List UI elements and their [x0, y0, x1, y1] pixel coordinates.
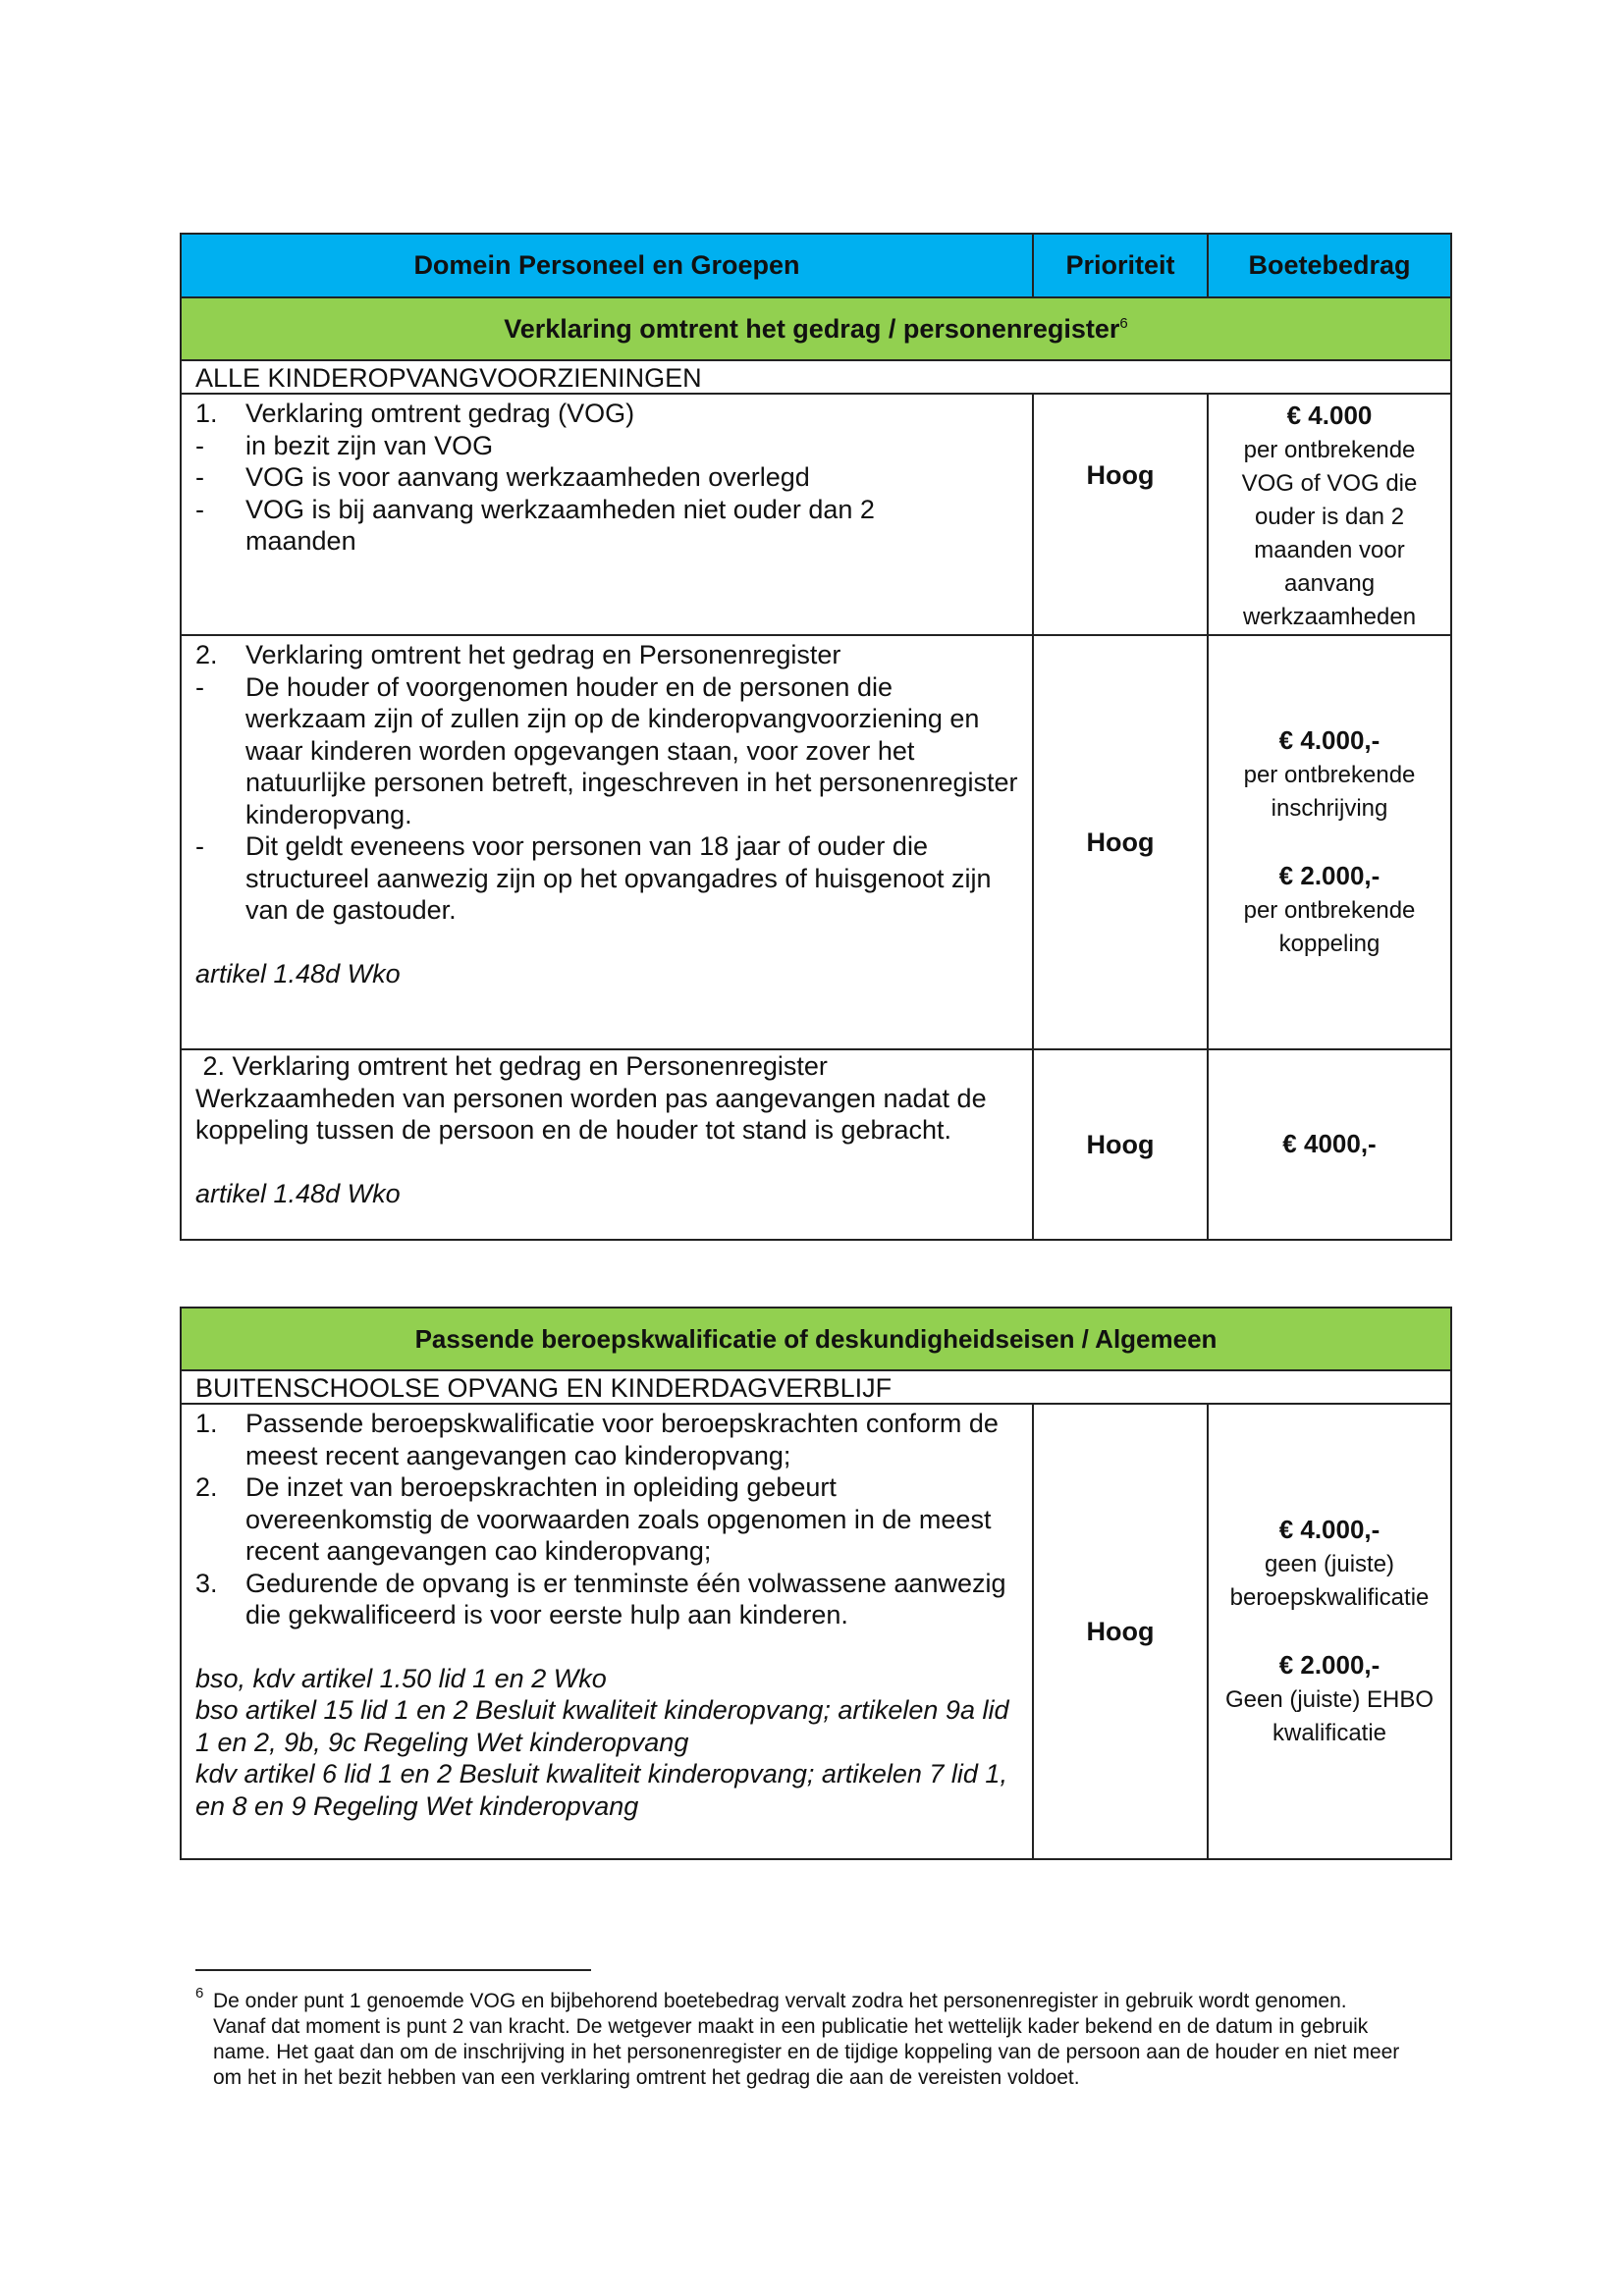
header-fine: Boetebedrag [1208, 234, 1451, 297]
legal-reference: kdv artikel 6 lid 1 en 2 Besluit kwaliteit kinderopvang; artikelen 7 lid 1, en 8 en 9 Regeling Wet kinderopvang [195, 1759, 1007, 1821]
list-item [195, 461, 1020, 494]
fine-amount: € 4000,- [1282, 1129, 1377, 1158]
list-marker: - [195, 494, 204, 524]
footnote-text: De onder punt 1 genoemde VOG en bijbehorend boetebedrag vervalt zodra het personenregister in gebruik wordt genomen. Vanaf dat moment is punt 2 van kracht. De wetgever maakt in een publicatie het wettelijk kader bekend en de datum in gebruik name. Het gaat dan om de inschrijving in het personenregister en de tijdige koppeling van de persoon aan de houder en niet meer om het in het bezit hebben van een verklaring omtrent het gedrag die aan de vereisten voldoet. [213, 1990, 1400, 2089]
list-marker: 1. [195, 399, 218, 428]
list-text: VOG is bij aanvang werkzaamheden niet ouder dan 2 maanden [245, 494, 875, 556]
legal-reference: artikel 1.48d Wko [195, 1178, 401, 1208]
requirement-cell [181, 1404, 1033, 1859]
list-text: Verklaring omtrent het gedrag en Personenregister [245, 640, 841, 669]
list-marker: - [195, 430, 204, 460]
footnote [195, 1983, 1403, 2091]
section-title-row [181, 297, 1451, 360]
table-row [181, 1049, 1451, 1240]
fine-amount: € 2.000,- [1278, 1650, 1380, 1680]
table-row [181, 1404, 1451, 1859]
priority-cell: Hoog [1033, 1049, 1208, 1240]
list-item [195, 830, 1020, 927]
requirement-cell [181, 1049, 1033, 1240]
list-item [195, 671, 1020, 831]
fine-amount: € 4.000,- [1278, 1515, 1380, 1544]
legal-reference: bso artikel 15 lid 1 en 2 Besluit kwaliteit kinderopvang; artikelen 9a lid 1 en 2, 9b, 9c Regeling Wet kinderopvang [195, 1695, 1009, 1757]
section-title-row [181, 1308, 1451, 1370]
qualification-table [180, 1307, 1452, 1860]
legal-reference: bso, kdv artikel 1.50 lid 1 en 2 Wko [195, 1663, 607, 1693]
list-text: in bezit zijn van VOG [245, 430, 494, 460]
section-title: Passende beroepskwalificatie of deskundigheidseisen / Algemeen [181, 1308, 1451, 1370]
section-title: Verklaring omtrent het gedrag / personenregister$^6$ [181, 297, 1451, 360]
row-text: Werkzaamheden van personen worden pas aangevangen nadat de koppeling tussen de persoon en de houder tot stand is gebracht. [195, 1083, 987, 1145]
fine-cell [1208, 1404, 1451, 1859]
fine-amount: € 4.000,- [1278, 725, 1380, 755]
fine-note: per ontbrekende inschrijving [1243, 762, 1416, 822]
row-title: 2. Verklaring omtrent het gedrag en Personenregister [195, 1051, 828, 1081]
vog-table [180, 233, 1452, 1241]
fine-note: Geen (juiste) EHBO kwalificatie [1224, 1686, 1435, 1746]
fine-amount: € 2.000,- [1278, 861, 1380, 890]
category-row [181, 360, 1451, 394]
list-marker: - [195, 462, 204, 492]
requirement-cell [181, 635, 1033, 1049]
table-row [181, 635, 1451, 1049]
table-row [181, 394, 1451, 635]
list-marker: 3. [195, 1568, 218, 1598]
fine-cell [1208, 394, 1451, 635]
footnote-separator [195, 1969, 591, 1971]
category-label: ALLE KINDEROPVANGVOORZIENINGEN [181, 360, 1451, 394]
list-text: De inzet van beroepskrachten in opleiding gebeurt overeenkomstig de voorwaarden zoals opgenomen in de meest recent aangevangen cao kinderopvang; [245, 1472, 992, 1566]
legal-reference: artikel 1.48d Wko [195, 958, 401, 988]
header-domain: Domein Personeel en Groepen [181, 234, 1033, 297]
requirement-cell [181, 394, 1033, 635]
list-text: Gedurende de opvang is er tenminste één volwassene aanwezig die gekwalificeerd is voor eerste hulp aan kinderen. [245, 1568, 1006, 1629]
list-marker: 1. [195, 1409, 218, 1438]
category-label: BUITENSCHOOLSE OPVANG EN KINDERDAGVERBLIJF [181, 1370, 1451, 1404]
list-marker: - [195, 831, 204, 861]
fine-amount: € 4.000 [1286, 400, 1373, 430]
list-item [195, 494, 1020, 558]
fine-note: geen (juiste) beroepskwalificatie [1229, 1551, 1430, 1611]
list-text: Dit geldt eveneens voor personen van 18 jaar of ouder die structureel aanwezig zijn op het opvangadres of huisgenoot zijn van de gastouder. [245, 831, 992, 925]
list-text: Passende beroepskwalificatie voor beroepskrachten conform de meest recent aangevangen cao kinderopvang; [245, 1409, 999, 1470]
priority-cell: Hoog [1033, 1404, 1208, 1859]
priority-cell: Hoog [1033, 394, 1208, 635]
list-item [195, 639, 1020, 671]
header-priority: Prioriteit [1033, 234, 1208, 297]
fine-note: per ontbrekende VOG of VOG die ouder is dan 2 maanden voor aanvang werkzaamheden [1241, 437, 1418, 630]
list-marker: - [195, 671, 204, 702]
footnote-number: 6 [195, 1985, 204, 2002]
list-item [195, 1471, 1020, 1568]
list-item [195, 1408, 1020, 1471]
list-item [195, 398, 1020, 430]
fine-cell [1208, 635, 1451, 1049]
list-item [195, 430, 1020, 462]
fine-note: per ontbrekende koppeling [1243, 897, 1416, 957]
list-text: De houder of voorgenomen houder en de personen die werkzaam zijn of zullen zijn op de kinderopvangvoorziening en waar kinderen worden opgevangen staan, voor zover het natuurlijke personen betreft, ingeschreven in het personenregister kinderopvang. [245, 671, 1018, 829]
list-marker: 2. [195, 640, 218, 669]
table-header-row [181, 234, 1451, 297]
list-item [195, 1568, 1020, 1631]
fine-cell [1208, 1049, 1451, 1240]
footnote-ref: 6 [1119, 314, 1128, 332]
priority-cell: Hoog [1033, 635, 1208, 1049]
list-text: VOG is voor aanvang werkzaamheden overlegd [245, 462, 810, 492]
list-text: Verklaring omtrent gedrag (VOG) [245, 399, 635, 428]
list-marker: 2. [195, 1472, 218, 1502]
category-row [181, 1370, 1451, 1404]
